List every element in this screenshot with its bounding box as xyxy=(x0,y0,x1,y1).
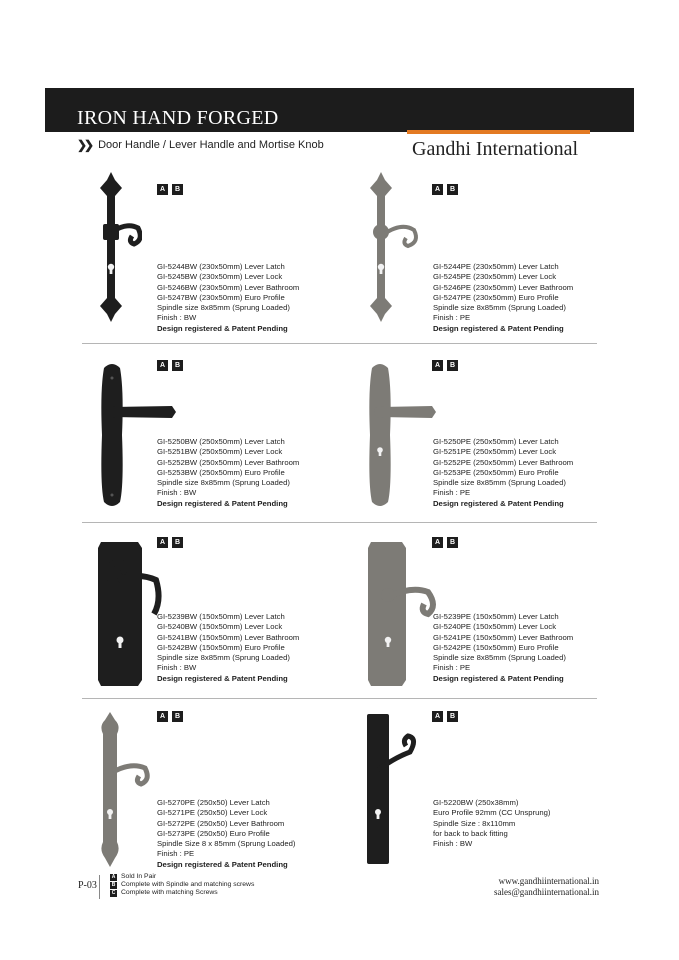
page-title: IRON HAND FORGED xyxy=(77,107,279,129)
badge-group xyxy=(157,360,183,371)
spec-line: Spindle size 8x85mm (Sprung Loaded) xyxy=(157,478,290,488)
spade-lever-handle-image xyxy=(362,172,422,322)
scroll-lever-handle-image xyxy=(98,540,163,690)
product-spec xyxy=(157,798,295,870)
spade-lever-handle-image xyxy=(92,172,142,322)
spec-line: Spindle size 8x85mm (Sprung Loaded) xyxy=(433,478,566,488)
spec-line: GI-5240BW (150x50mm) Lever Lock xyxy=(157,622,283,632)
badge-group xyxy=(432,711,458,722)
spec-line: GI-5246PE (230x50mm) Lever Bathroom xyxy=(433,282,574,292)
spec-line: Finish : BW xyxy=(157,313,197,323)
badge-a: A xyxy=(432,360,443,371)
spec-line: Finish : PE xyxy=(433,488,471,498)
spec-line: Finish : BW xyxy=(157,663,197,673)
legend-text: Sold In Pair xyxy=(121,873,157,880)
spec-line: GI-5271PE (250x50) Lever Lock xyxy=(157,808,268,818)
row-divider xyxy=(82,343,597,344)
narrow-plate-lever-handle-image xyxy=(364,712,424,867)
spec-line: Euro Profile 92mm (CC Unsprung) xyxy=(433,808,551,818)
product-spec xyxy=(433,798,551,849)
badge-group xyxy=(432,184,458,195)
badge-b: B xyxy=(172,711,183,722)
spec-line: GI-5252BW (250x50mm) Lever Bathroom xyxy=(157,457,300,467)
spec-line: Spindle size 8x85mm (Sprung Loaded) xyxy=(157,303,290,313)
spec-line: Spindle Size 8 x 85mm (Sprung Loaded) xyxy=(157,839,296,849)
spec-line: Finish : PE xyxy=(433,313,471,323)
badge-group xyxy=(432,537,458,548)
spec-line: GI-5241PE (150x50mm) Lever Bathroom xyxy=(433,632,574,642)
subtitle-row xyxy=(77,138,324,152)
spec-line: Spindle size 8x85mm (Sprung Loaded) xyxy=(433,303,566,313)
spec-line: GI-5252PE (250x50mm) Lever Bathroom xyxy=(433,457,574,467)
badge-b: B xyxy=(447,184,458,195)
spec-line: GI-5244BW (230x50mm) Lever Latch xyxy=(157,262,285,271)
spec-line: GI-5239BW (150x50mm) Lever Latch xyxy=(157,612,285,621)
badge-b: B xyxy=(172,360,183,371)
double-chevron-icon: ❯❯ xyxy=(77,138,92,152)
spec-line: GI-5245BW (230x50mm) Lever Lock xyxy=(157,272,283,282)
badge-group xyxy=(432,360,458,371)
badge-a: A xyxy=(157,360,168,371)
badge-a: A xyxy=(157,537,168,548)
badge-group xyxy=(157,711,183,722)
tall-plate-lever-handle-image xyxy=(93,712,153,867)
spec-line: Finish : BW xyxy=(157,488,197,498)
spec-line: GI-5250PE (250x50mm) Lever Latch xyxy=(433,437,559,446)
scroll-lever-handle-image xyxy=(368,540,443,690)
design-note: Design registered & Patent Pending xyxy=(157,323,288,333)
legend xyxy=(110,873,254,898)
spec-line: GI-5253PE (250x50mm) Euro Profile xyxy=(433,467,559,477)
badge-a: A xyxy=(432,537,443,548)
website-link[interactable]: www.gandhiinternational.in xyxy=(498,876,599,886)
spec-line: GI-5246BW (230x50mm) Lever Bathroom xyxy=(157,282,300,292)
contact-info xyxy=(494,876,599,898)
spec-line: GI-5270PE (250x50) Lever Latch xyxy=(157,798,270,807)
product-spec xyxy=(157,437,299,509)
spec-line: Finish : PE xyxy=(433,663,471,673)
spec-line: Spindle size 8x85mm (Sprung Loaded) xyxy=(433,653,566,663)
product-spec xyxy=(157,262,299,334)
spec-line: GI-5250BW (250x50mm) Lever Latch xyxy=(157,437,285,446)
spec-line: GI-5251PE (250x50mm) Lever Lock xyxy=(433,447,557,457)
design-note: Design registered & Patent Pending xyxy=(433,673,564,683)
row-divider xyxy=(82,698,597,699)
badge-group xyxy=(157,184,183,195)
footer-divider xyxy=(99,875,100,899)
legend-key: A xyxy=(111,874,116,880)
product-spec xyxy=(433,612,573,684)
email-link[interactable]: sales@gandhiinternational.in xyxy=(493,887,599,897)
product-spec xyxy=(157,612,299,684)
badge-b: B xyxy=(447,537,458,548)
badge-a: A xyxy=(157,711,168,722)
design-note: Design registered & Patent Pending xyxy=(157,673,288,683)
spec-line: GI-5244PE (230x50mm) Lever Latch xyxy=(433,262,559,271)
badge-group xyxy=(157,537,183,548)
spec-line: GI-5241BW (150x50mm) Lever Bathroom xyxy=(157,632,300,642)
design-note: Design registered & Patent Pending xyxy=(157,498,288,508)
spec-line: GI-5242PE (150x50mm) Euro Profile xyxy=(433,642,559,652)
accent-line xyxy=(407,130,590,134)
spec-line: Spindle Size : 8x110mm xyxy=(433,818,516,828)
spec-line: GI-5220BW (250x38mm) xyxy=(433,798,519,807)
spec-line: GI-5247BW (230x50mm) Euro Profile xyxy=(157,292,285,302)
spec-line: GI-5239PE (150x50mm) Lever Latch xyxy=(433,612,559,621)
legend-key: C xyxy=(111,890,116,897)
subtitle-text: Door Handle / Lever Handle and Mortise Knob xyxy=(98,139,324,151)
design-note: Design registered & Patent Pending xyxy=(433,498,564,508)
design-note: Design registered & Patent Pending xyxy=(157,859,288,869)
badge-b: B xyxy=(447,711,458,722)
badge-b: B xyxy=(172,537,183,548)
page-number: P-03 xyxy=(78,880,97,891)
spec-line: GI-5245PE (230x50mm) Lever Lock xyxy=(433,272,557,282)
legend-row xyxy=(110,889,254,897)
spec-line: GI-5251BW (250x50mm) Lever Lock xyxy=(157,447,283,457)
spec-line: Finish : PE xyxy=(157,849,195,859)
design-note: Design registered & Patent Pending xyxy=(433,323,564,333)
legend-text: Complete with matching Screws xyxy=(121,889,218,897)
spec-line: GI-5247PE (230x50mm) Euro Profile xyxy=(433,292,559,302)
spec-line: Spindle size 8x85mm (Sprung Loaded) xyxy=(157,653,290,663)
legend-text: Complete with Spindle and matching screws xyxy=(121,881,255,889)
legend-key: B xyxy=(111,882,116,889)
spec-line: GI-5253BW (250x50mm) Euro Profile xyxy=(157,467,285,477)
badge-b: B xyxy=(172,184,183,195)
product-spec xyxy=(433,262,573,334)
legend-row xyxy=(110,873,254,881)
spec-line: Finish : BW xyxy=(433,839,473,849)
brand-name: Gandhi International xyxy=(412,138,579,160)
spec-line: GI-5240PE (150x50mm) Lever Lock xyxy=(433,622,557,632)
badge-a: A xyxy=(432,184,443,195)
badge-a: A xyxy=(157,184,168,195)
badge-b: B xyxy=(447,360,458,371)
spec-line: GI-5272PE (250x50) Lever Bathroom xyxy=(157,818,285,828)
badge-a: A xyxy=(432,711,443,722)
legend-row xyxy=(110,881,254,889)
spec-line: GI-5273PE (250x50) Euro Profile xyxy=(157,828,270,838)
product-spec xyxy=(433,437,573,509)
spec-line: GI-5242BW (150x50mm) Euro Profile xyxy=(157,642,285,652)
row-divider xyxy=(82,522,597,523)
spec-line: for back to back fitting xyxy=(433,828,508,838)
